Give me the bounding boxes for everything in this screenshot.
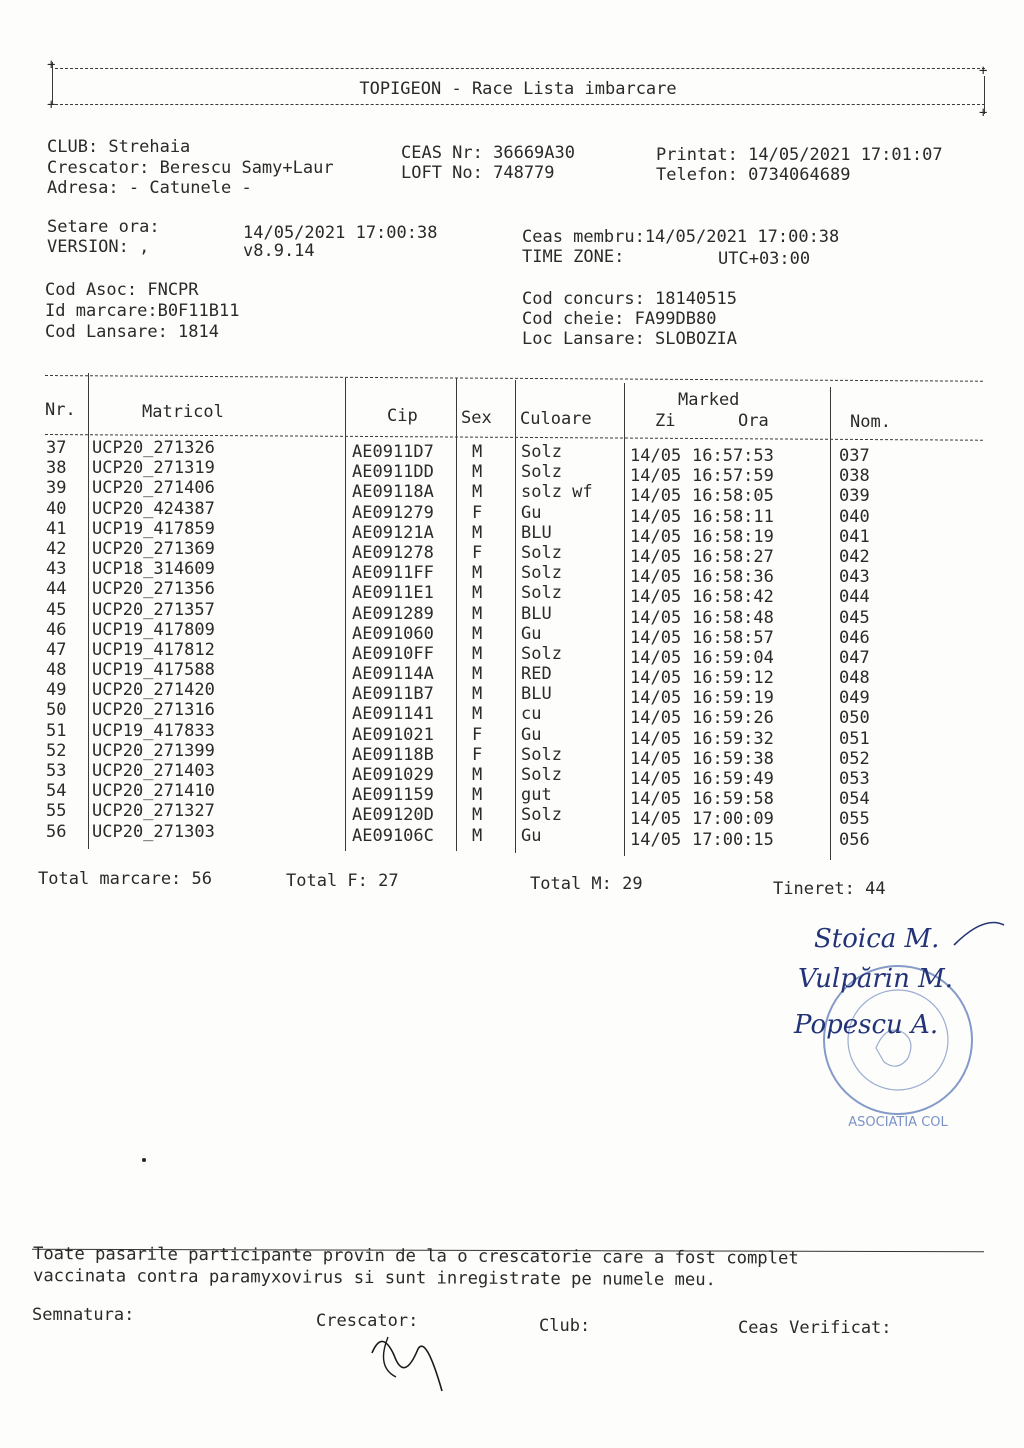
row-nr: 47 [46,639,67,660]
row-ora: 16:58:11 [692,506,774,527]
header-ora: Ora [738,411,769,431]
table-row [40,478,1000,507]
total-m: Total M: 29 [530,874,643,894]
row-culoare: Solz [521,643,562,664]
row-nr: 43 [46,559,67,580]
row-nr: 46 [46,619,67,640]
row-culoare: Gu [521,502,542,523]
row-zi: 14/05 [630,748,682,769]
time-zone-value: UTC+03:00 [718,249,811,269]
row-cip: AE091021 [352,724,434,745]
header-marked: Marked [678,390,740,410]
row-nom: 046 [839,627,870,648]
row-culoare: gut [521,785,552,806]
row-sex: M [472,765,483,785]
loc-lansare: Loc Lansare: SLOBOZIA [522,329,737,349]
row-nom: 054 [839,789,870,810]
total-f: Total F: 27 [286,871,399,891]
row-sex: M [472,442,483,462]
row-matricol: UCP19_417588 [92,660,215,681]
row-ora: 16:59:19 [692,688,774,709]
row-culoare: BLU [521,603,552,624]
table-row [40,761,1000,789]
breeder-signature-mark [360,1325,450,1395]
row-cip: AE0911DD [352,462,434,483]
stray-dot [142,1158,146,1162]
row-nr: 50 [46,700,67,721]
row-ora: 16:58:42 [692,587,774,608]
row-zi: 14/05 [630,627,682,648]
row-culoare: BLU [521,684,552,705]
row-cip: AE091029 [352,765,434,785]
table-row [40,498,1000,527]
row-zi: 14/05 [630,688,682,709]
table-row [40,781,1000,810]
row-nr: 37 [46,438,67,458]
row-ora: 17:00:09 [692,809,774,830]
row-nom: 049 [839,688,870,709]
table-row [40,518,1000,547]
row-sex: M [472,482,483,503]
row-nom: 043 [839,567,870,588]
row-cip: AE0911B7 [352,684,434,705]
row-matricol: UCP20_271303 [92,821,215,842]
total-marcare: Total marcare: 56 [38,869,212,889]
row-culoare: Solz [521,563,562,584]
row-zi: 14/05 [630,728,682,749]
table-row [40,599,1000,628]
row-cip: AE09118B [352,744,434,765]
row-nr: 40 [46,498,67,519]
cod-concurs: Cod concurs: 18140515 [522,289,737,309]
corner-mark: + [47,97,56,113]
row-zi: 14/05 [630,446,682,466]
row-ora: 16:58:57 [692,627,774,648]
row-zi: 14/05 [630,789,682,810]
row-matricol: UCP19_417812 [92,639,215,660]
stamp-text: ASOCIATIA COL [848,1115,948,1130]
id-marcare: Id marcare:B0F11B11 [45,301,240,321]
row-cip: AE0911D7 [352,442,434,462]
version-value: v8.9.14 [243,241,315,261]
row-sex: M [472,825,483,846]
table-row [40,821,1000,850]
row-nr: 39 [46,478,67,499]
row-ora: 16:59:12 [692,668,774,689]
row-nom: 056 [839,829,870,850]
row-culoare: Solz [521,583,562,604]
club-signature-label: Club: [539,1316,591,1336]
table-row [40,559,1000,588]
row-nom: 047 [839,647,870,668]
row-zi: 14/05 [630,567,682,588]
row-ora: 16:57:53 [692,446,774,466]
setare-ora-value: 14/05/2021 17:00:38 [243,223,438,243]
row-culoare: Solz [521,765,562,785]
row-matricol: UCP20_271369 [92,538,215,559]
row-nom: 045 [839,607,870,628]
corner-mark: + [979,105,988,121]
row-matricol: UCP20_271316 [92,700,215,721]
row-sex: F [472,744,483,765]
table-row [40,660,1000,689]
row-zi: 14/05 [630,526,682,547]
header-bottom-border [55,104,985,105]
row-matricol: UCP19_417833 [92,720,215,741]
row-nr: 54 [46,781,67,802]
row-sex: M [472,643,483,664]
row-nom: 050 [839,708,870,729]
row-nr: 55 [46,801,67,822]
vaccination-statement-line1: Toate pasarile participante provin de la o crescatorie care a fost complet [32,1244,799,1269]
table-row [40,438,1000,466]
row-cip: AE09118A [352,482,434,503]
row-culoare: RED [521,664,552,685]
row-matricol: UCP20_271406 [92,478,215,499]
row-ora: 16:58:48 [692,607,774,628]
page-title: TOPIGEON - Race Lista imbarcare [359,79,677,99]
row-nr: 53 [46,761,67,781]
row-nr: 56 [46,821,67,842]
row-cip: AE09114A [352,664,434,685]
row-nr: 44 [46,579,67,600]
row-ora: 16:58:36 [692,567,774,588]
row-nom: 052 [839,748,870,769]
version-label: VERSION: , [47,237,150,257]
row-zi: 14/05 [630,769,682,789]
header-top-border [55,68,985,69]
table-row [40,538,1000,567]
printed-date: Printat: 14/05/2021 17:01:07 [656,145,943,165]
row-ora: 16:59:26 [692,708,774,729]
row-cip: AE0911FF [352,563,434,584]
row-sex: M [472,623,483,644]
corner-mark: + [47,57,56,73]
row-ora: 16:59:49 [692,769,774,789]
table-row [40,700,1000,729]
row-nom: 040 [839,506,870,527]
row-culoare: Solz [521,744,562,765]
vaccination-statement-line2: vaccinata contra paramyxovirus si sunt inregistrate pe numele meu. [32,1266,717,1291]
row-matricol: UCP20_271399 [92,740,215,761]
row-nom: 041 [839,526,870,547]
row-sex: M [472,805,483,826]
member-clock: Ceas membru:14/05/2021 17:00:38 [522,227,840,247]
row-zi: 14/05 [630,607,682,628]
row-zi: 14/05 [630,829,682,850]
row-cip: AE091060 [352,623,434,644]
cod-asoc: Cod Asoc: FNCPR [45,280,199,300]
row-sex: M [472,664,483,685]
signature-3: Popescu A. [794,1010,939,1040]
row-cip: AE091279 [352,502,434,523]
breeder-address: Adresa: - Catunele - [47,178,252,198]
row-matricol: UCP20_271327 [92,801,215,822]
cod-cheie: Cod cheie: FA99DB80 [522,309,717,329]
row-ora: 16:59:04 [692,647,774,668]
row-sex: M [472,583,483,604]
table-row [40,458,1000,487]
table-row [40,639,1000,668]
signature-label: Semnatura: [32,1305,135,1325]
row-nom: 055 [839,809,870,830]
table-top-border [45,375,983,382]
row-zi: 14/05 [630,647,682,668]
row-nom: 038 [839,466,870,487]
row-ora: 16:58:05 [692,486,774,507]
row-nr: 42 [46,538,67,559]
row-culoare: Solz [521,462,562,483]
row-culoare: Solz [521,805,562,826]
row-ora: 16:59:38 [692,748,774,769]
breeder-name: Crescator: Berescu Samy+Laur [47,158,334,178]
row-matricol: UCP20_271319 [92,458,215,479]
row-sex: F [472,502,483,523]
club-name: CLUB: Strehaia [47,137,191,157]
row-zi: 14/05 [630,708,682,729]
time-zone-label: TIME ZONE: [522,247,625,267]
table-row [40,740,1000,769]
header-zi: Zi [655,411,676,431]
signature-1: Stoica M. [814,924,940,954]
row-culoare: solz wf [521,482,593,503]
tineret: Tineret: 44 [773,879,886,899]
row-ora: 16:58:19 [692,526,774,547]
corner-mark: + [979,63,988,79]
row-nom: 044 [839,587,870,608]
header-nom: Nom. [850,412,891,432]
row-sex: M [472,704,483,725]
setare-ora-label: Setare ora: [47,217,160,237]
row-matricol: UCP19_417859 [92,518,215,539]
row-nom: 051 [839,728,870,749]
table-row [40,579,1000,608]
row-cip: AE09121A [352,522,434,543]
row-sex: M [472,684,483,705]
handwritten-signatures [784,905,1024,1055]
row-nr: 49 [46,680,67,701]
row-cip: AE091141 [352,704,434,725]
row-zi: 14/05 [630,809,682,830]
loft-number: LOFT No: 748779 [401,163,555,183]
row-sex: F [472,542,483,563]
row-culoare: Gu [521,623,542,644]
row-nom: 053 [839,769,870,789]
row-matricol: UCP20_271420 [92,680,215,701]
row-zi: 14/05 [630,486,682,507]
row-nr: 38 [46,458,67,479]
row-ora: 16:59:32 [692,728,774,749]
row-sex: F [472,724,483,745]
row-nr: 51 [46,720,67,741]
row-matricol: UCP20_271403 [92,761,215,781]
row-culoare: Solz [521,442,562,462]
row-culoare: Gu [521,724,542,745]
row-nr: 41 [46,518,67,539]
row-cip: AE09120D [352,805,434,826]
row-cip: AE091159 [352,785,434,806]
row-nom: 039 [839,486,870,507]
row-culoare: BLU [521,522,552,543]
row-zi: 14/05 [630,668,682,689]
row-cip: AE091278 [352,542,434,563]
row-zi: 14/05 [630,506,682,527]
row-matricol: UCP20_271326 [92,438,215,458]
table-row [40,801,1000,830]
marking-table [40,438,1000,850]
header-sex: Sex [461,408,492,428]
row-sex: M [472,522,483,543]
cod-lansare: Cod Lansare: 1814 [45,322,219,342]
row-nom: 048 [839,668,870,689]
row-ora: 16:57:59 [692,466,774,487]
row-ora: 16:59:58 [692,789,774,810]
row-zi: 14/05 [630,587,682,608]
clock-verified-label: Ceas Verificat: [738,1318,892,1338]
table-row [40,619,1000,648]
row-nr: 48 [46,660,67,681]
row-sex: M [472,603,483,624]
row-cip: AE0910FF [352,643,434,664]
clock-number: CEAS Nr: 36669A30 [401,143,575,163]
row-cip: AE09106C [352,825,434,846]
row-ora: 17:00:15 [692,829,774,850]
row-cip: AE0911E1 [352,583,434,604]
row-culoare: Solz [521,542,562,563]
row-culoare: Gu [521,825,542,846]
breeder-signature-label: Crescator: [316,1311,419,1331]
row-matricol: UCP19_417809 [92,619,215,640]
signature-2: Vulpărin M. [798,964,953,994]
header-nr: Nr. [45,400,76,420]
row-sex: M [472,563,483,584]
row-matricol: UCP20_271356 [92,579,215,600]
row-sex: M [472,785,483,806]
table-row [40,720,1000,749]
header-matricol: Matricol [142,402,224,422]
row-matricol: UCP20_271357 [92,599,215,620]
row-nr: 52 [46,740,67,761]
row-nom: 037 [839,446,870,466]
row-nr: 45 [46,599,67,620]
row-ora: 16:58:27 [692,546,774,567]
header-culoare: Culoare [520,409,592,429]
row-zi: 14/05 [630,546,682,567]
row-matricol: UCP20_271410 [92,781,215,802]
row-culoare: cu [521,704,542,725]
row-nom: 042 [839,546,870,567]
row-matricol: UCP20_424387 [92,498,215,519]
phone-number: Telefon: 0734064689 [656,165,851,185]
row-zi: 14/05 [630,466,682,487]
row-cip: AE091289 [352,603,434,624]
header-cip: Cip [387,406,418,426]
row-sex: M [472,462,483,483]
row-matricol: UCP18_314609 [92,559,215,580]
table-row [40,680,1000,709]
